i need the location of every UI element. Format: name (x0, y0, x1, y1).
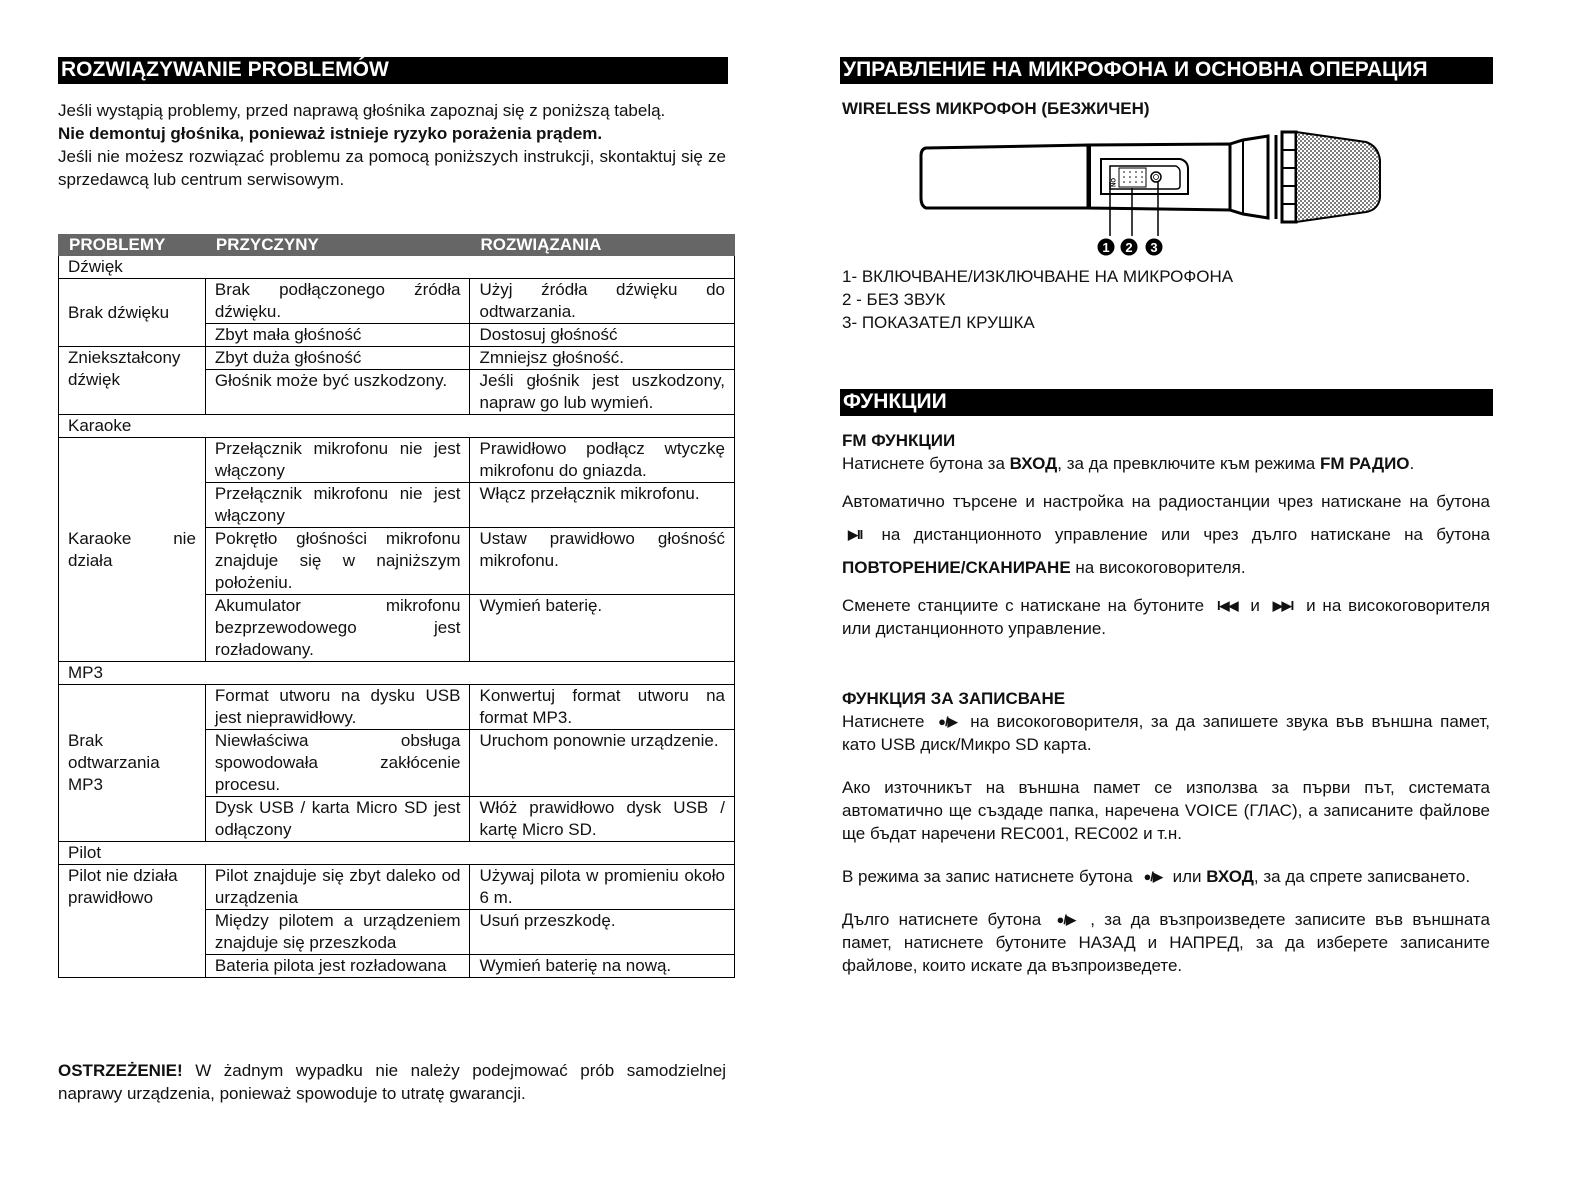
problem-cell: Pilot nie działa prawidłowo (59, 865, 206, 978)
fm-paragraph-1: Натиснете бутона за ВХОД, за да превключите към режима FM РАДИО. (842, 454, 1415, 473)
solution-cell: Jeśli głośnik jest uszkodzony, napraw go lub wymień. (470, 370, 735, 415)
cause-cell: Przełącznik mikrofonu nie jest włączony (205, 483, 470, 528)
solution-cell: Wymień baterię. (470, 595, 735, 662)
table-row (59, 279, 735, 324)
solution-cell: Usuń przeszkodę. (470, 910, 735, 955)
solution-cell: Włóż prawidłowo dysk USB / kartę Micro SD. (470, 797, 735, 842)
solution-cell: Prawidłowo podłącz wtyczkę mikrofonu do gniazda. (470, 438, 735, 483)
record-play-icon: ●/▶ (1143, 869, 1162, 884)
legend-item: 2 - БЕЗ ЗВУК (842, 290, 946, 309)
problem-cell: Karaoke nie działa (59, 438, 206, 662)
svg-text:2: 2 (1125, 240, 1133, 255)
record-paragraph-3: В режима за запис натиснете бутона ●/▶ или ВХОД, за да спрете записването. (842, 867, 1471, 886)
previous-icon: I◀◀ (1216, 598, 1238, 613)
legend-item: 1- ВКЛЮЧВАНЕ/ИЗКЛЮЧВАНЕ НА МИКРОФОНА (842, 267, 1234, 286)
wireless-mic-heading: WIRELESS МИКРОФОН (БЕЗЖИЧЕН) (842, 99, 1150, 118)
cause-cell: Między pilotem a urządzeniem znajduje się przeszkoda (205, 910, 470, 955)
table-row (59, 438, 735, 483)
category-remote: Pilot (59, 842, 735, 865)
table-row (59, 347, 735, 370)
microphone-illustration (918, 126, 1388, 261)
troubleshooting-title: ROZWIĄZYWANIE PROBLEMÓW (58, 57, 728, 84)
warning-label: OSTRZEŻENIE! (58, 1061, 183, 1080)
cause-cell: Brak podłączonego źródła dźwięku. (205, 279, 470, 324)
problem-cell: Zniekształcony dźwięk (59, 347, 206, 415)
table-row (59, 865, 735, 910)
contact-paragraph: Jeśli nie możesz rozwiązać problemu za pomocą poniższych instrukcji, skontaktuj się ze sprzedawcą lub centrum serwisowym. (58, 147, 726, 189)
callout-3 (1146, 239, 1163, 256)
record-play-icon: ●/▶ (1056, 912, 1075, 927)
cause-cell: Format utworu na dysku USB jest nieprawidłowy. (205, 685, 470, 730)
callout-2 (1121, 239, 1138, 256)
cause-cell: Niewłaściwa obsługa spowodowała zakłócenie procesu. (205, 730, 470, 797)
solution-cell: Ustaw prawidłowo głośność mikrofonu. (470, 528, 735, 595)
solution-cell: Używaj pilota w promieniu około 6 m. (470, 865, 735, 910)
cause-cell: Pokrętło głośności mikrofonu znajduje się w najniższym położeniu. (205, 528, 470, 595)
cause-cell: Akumulator mikrofonu bezprzewodowego jest rozładowany. (205, 595, 470, 662)
svg-text:3: 3 (1150, 240, 1158, 255)
fm-paragraph-2: Автоматично търсене и настройка на радиостанции чрез натискане на бутона ▶II на дистанционното управление или чрез дълго натискане на бутона ПОВТОРЕНИЕ/СКАНИРАНЕ на високоговорителя. (842, 492, 1490, 577)
shock-warning: Nie demontuj głośnika, ponieważ istnieje ryzyko porażenia prądem. (58, 124, 603, 143)
solution-cell: Użyj źródła dźwięku do odtwarzania. (470, 279, 735, 324)
recording-section (842, 688, 1490, 977)
category-row (59, 256, 735, 279)
intro-paragraph: Jeśli wystąpią problemy, przed naprawą głośnika zapoznaj się z poniższą tabelą. (58, 101, 666, 120)
left-page (58, 0, 734, 1191)
record-paragraph-1: Натиснете ●/▶ на високоговорителя, за да запишете звука във външна памет, като USB диск/Микро SD карта. (842, 712, 1490, 754)
fm-heading: FM ФУНКЦИИ (842, 431, 956, 450)
category-mp3: MP3 (59, 662, 735, 685)
cause-cell: Głośnik może być uszkodzony. (205, 370, 470, 415)
warning-text: W żadnym wypadku nie należy podejmować prób samodzielnej naprawy urządzenia, ponieważ spowoduje to utratę gwarancji. (58, 1061, 726, 1103)
warranty-warning (58, 1059, 726, 1105)
solution-cell: Włącz przełącznik mikrofonu. (470, 483, 735, 528)
legend-item: 3- ПОКАЗАТЕЛ КРУШКА (842, 313, 1035, 332)
mic-operation-title: УПРАВЛЕНИЕ НА МИКРОФОНА И ОСНОВНА ОПЕРАЦИЯ (840, 57, 1493, 84)
header-problems: PROBLEMY (59, 235, 206, 256)
cause-cell: Bateria pilota jest rozładowana (205, 955, 470, 978)
functions-title: ФУНКЦИИ (840, 389, 1493, 416)
cause-cell: Zbyt mała głośność (205, 324, 470, 347)
solution-cell: Uruchom ponownie urządzenie. (470, 730, 735, 797)
record-play-icon: ●/▶ (938, 714, 957, 729)
problem-cell: Brak dźwięku (59, 279, 206, 347)
callout-1 (1098, 239, 1115, 256)
problem-cell: Brak odtwarzania MP3 (59, 685, 206, 842)
right-page (840, 0, 1493, 1191)
category-row (59, 415, 735, 438)
header-solutions: ROZWIĄZANIA (470, 235, 735, 256)
table-row (59, 685, 735, 730)
svg-text:ON: ON (1109, 178, 1115, 187)
category-karaoke: Karaoke (59, 415, 735, 438)
fm-functions-section (842, 430, 1490, 640)
svg-text:1: 1 (1102, 240, 1110, 255)
solution-cell: Konwertuj format utworu na format MP3. (470, 685, 735, 730)
cause-cell: Dysk USB / karta Micro SD jest odłączony (205, 797, 470, 842)
solution-cell: Wymień baterię na nową. (470, 955, 735, 978)
fm-paragraph-3: Сменете станциите с натискане на бутоните I◀◀ и ▶▶I и на високоговорителя или дистанционното управление. (842, 596, 1490, 638)
troubleshooting-intro (58, 99, 726, 191)
microphone-icon (918, 126, 1388, 261)
next-icon: ▶▶I (1272, 598, 1294, 613)
play-pause-icon: ▶II (848, 527, 863, 542)
record-paragraph-2: Ако източникът на външна памет се използва за първи път, системата автоматично ще създаде папка, наречена VOICE (ГЛАС), а записаните файлове ще бъдат наречени REC001, REC002 и т.н. (842, 778, 1490, 843)
mic-legend (842, 265, 1233, 334)
table-header-row (59, 235, 735, 256)
category-row (59, 842, 735, 865)
troubleshooting-table (58, 234, 735, 978)
cause-cell: Pilot znajduje się zbyt daleko od urządzenia (205, 865, 470, 910)
category-sound: Dźwięk (59, 256, 735, 279)
category-row (59, 662, 735, 685)
header-causes: PRZYCZYNY (205, 235, 470, 256)
recording-heading: ФУНКЦИЯ ЗА ЗАПИСВАНЕ (842, 689, 1066, 708)
cause-cell: Przełącznik mikrofonu nie jest włączony (205, 438, 470, 483)
record-paragraph-4: Дълго натиснете бутона ●/▶ , за да възпроизведете записите във външната памет, натиснете бутоните НАЗАД и НАПРЕД, за да изберете записаните файлове, които искате да възпроизведете. (842, 910, 1490, 975)
solution-cell: Dostosuj głośność (470, 324, 735, 347)
solution-cell: Zmniejsz głośność. (470, 347, 735, 370)
cause-cell: Zbyt duża głośność (205, 347, 470, 370)
